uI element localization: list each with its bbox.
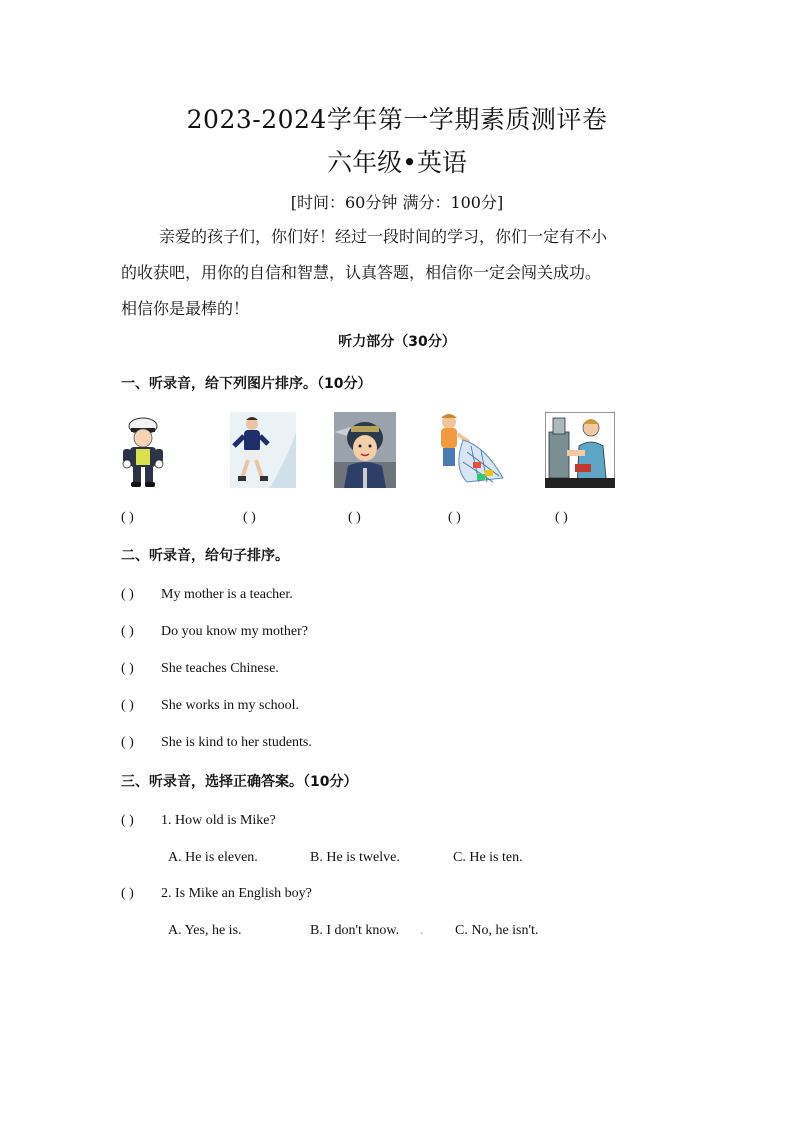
section-2-heading: 二、听录音，给句子排序。	[121, 548, 289, 564]
question-row	[121, 886, 312, 902]
traffic-police-picture	[118, 412, 168, 488]
picture-blank-5[interactable]: ( )	[555, 510, 568, 525]
exam-subtitle: 六年级•英语	[327, 148, 467, 177]
answer-blank[interactable]: ( )	[121, 886, 134, 901]
answer-blank[interactable]: ( )	[121, 661, 134, 676]
sentence-text: Do you know my mother?	[161, 624, 308, 639]
stray-mark: .	[420, 923, 424, 938]
option-b[interactable]: B. I don't know.	[310, 923, 400, 938]
question-text: 2. Is Mike an English boy?	[161, 886, 312, 901]
sentence-text: She is kind to her students.	[161, 735, 312, 750]
question-text: 1. How old is Mike?	[161, 813, 276, 828]
option-c[interactable]: C. He is ten.	[453, 850, 523, 865]
option-b[interactable]: B. He is twelve.	[310, 850, 400, 865]
answer-blank[interactable]: ( )	[121, 813, 134, 828]
answer-blank[interactable]: ( )	[121, 587, 134, 602]
fisherman-picture	[433, 412, 505, 488]
picture-blank-3[interactable]: ( )	[348, 510, 361, 525]
sentence-text: My mother is a teacher.	[161, 587, 293, 602]
picture-blank-4[interactable]: ( )	[448, 510, 461, 525]
answer-blank[interactable]: ( )	[121, 698, 134, 713]
intro-line-3: 相信你是最棒的！	[121, 299, 250, 318]
sentence-text: She teaches Chinese.	[161, 661, 279, 676]
picture-blank-2[interactable]: ( )	[243, 510, 256, 525]
option-a[interactable]: A. Yes, he is.	[168, 923, 242, 938]
section-3-heading: 三、听录音，选择正确答案。（10分）	[121, 774, 358, 790]
sentence-row	[121, 624, 308, 640]
option-c[interactable]: C. No, he isn't.	[455, 923, 539, 938]
picture-blank-1[interactable]: ( )	[121, 510, 134, 525]
pilot-picture	[334, 412, 396, 488]
answer-blank[interactable]: ( )	[121, 735, 134, 750]
time-info: [时间：60分钟 满分：100分]	[290, 193, 504, 212]
question-row	[121, 813, 276, 829]
scientist-picture	[545, 412, 615, 488]
sentence-text: She works in my school.	[161, 698, 300, 713]
section-1-heading: 一、听录音，给下列图片排序。（10分）	[121, 376, 372, 392]
sentence-row	[121, 587, 293, 603]
intro-line-1: 亲爱的孩子们，你们好！经过一段时间的学习，你们一定有不小	[159, 227, 608, 246]
answer-blank[interactable]: ( )	[121, 624, 134, 639]
sentence-row	[121, 661, 279, 677]
option-a[interactable]: A. He is eleven.	[168, 850, 258, 865]
runner-picture	[230, 412, 296, 488]
intro-line-2: 的收获吧，用你的自信和智慧，认真答题，相信你一定会闯关成功。	[121, 263, 602, 282]
exam-title: 2023-2024学年第一学期素质测评卷	[186, 105, 608, 134]
listening-heading: 听力部分（30分）	[338, 334, 456, 350]
intro-paragraph	[121, 219, 691, 327]
sentence-row	[121, 735, 312, 751]
sentence-row	[121, 698, 299, 714]
